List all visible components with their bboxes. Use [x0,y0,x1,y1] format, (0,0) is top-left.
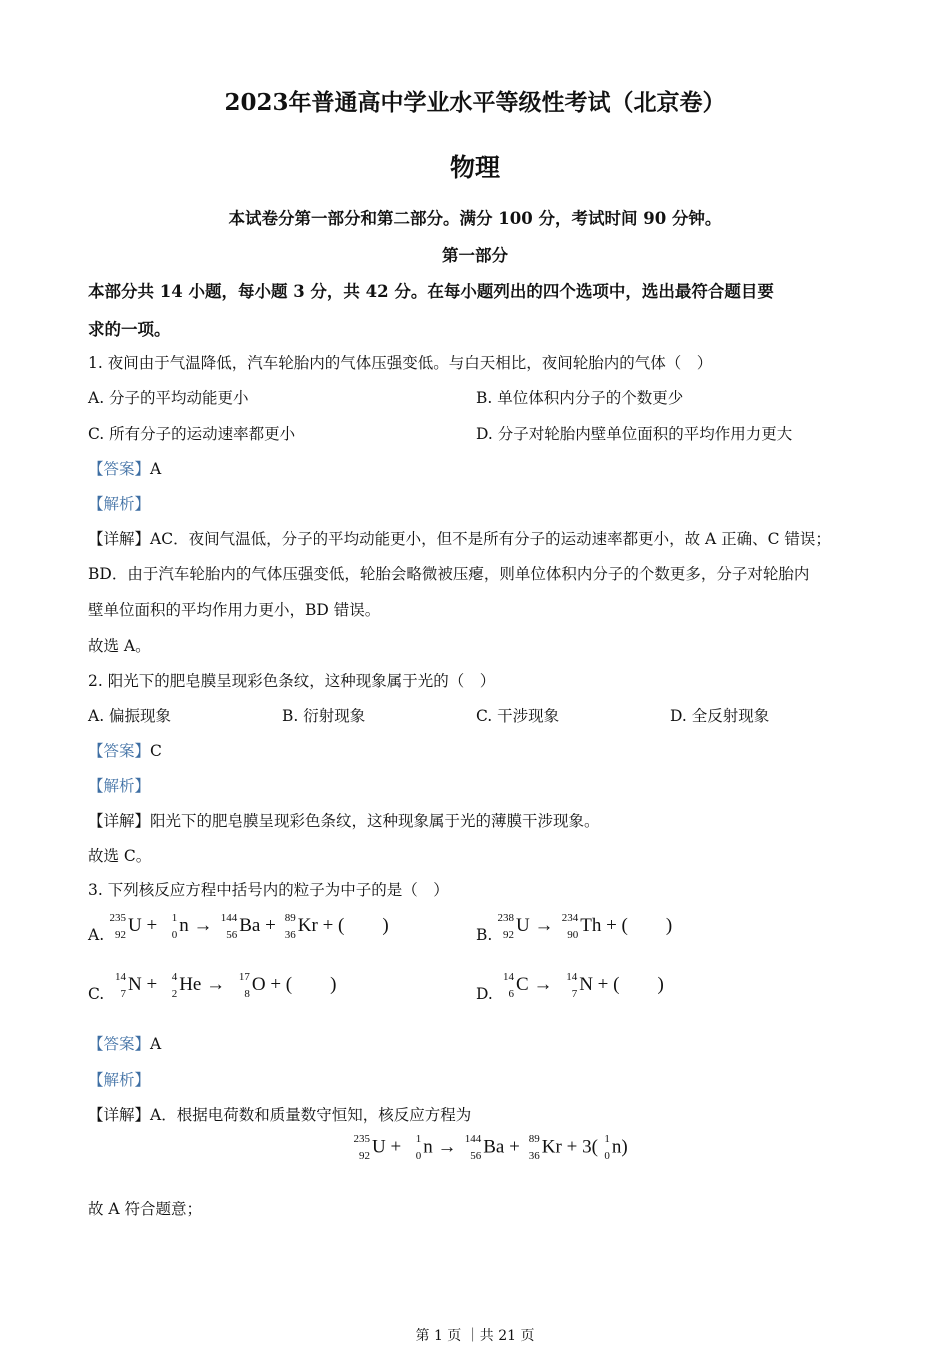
q3-answer: 【答案】A [88,1035,162,1053]
q3-stem: 3. 下列核反应方程中括号内的粒子为中子的是（ ） [88,881,449,899]
page-title: 2023年普通高中学业水平等级性考试（北京卷） [224,89,726,116]
subject-title: 物理 [449,153,500,182]
nuclide: 235 92 [109,911,126,941]
q1-conclusion: 故选 A。 [88,637,151,655]
q3-option-d-equation: 14 6 C → 14 7 N + ( ) [503,970,664,1000]
q3-option-c-equation: 14 7 N + 4 2 He → 17 8 O + ( ) [115,970,337,1000]
q2-option-b: B. 衍射现象 [282,707,366,725]
q1-answer-value: A [150,460,162,478]
q2-option-d: D. 全反射现象 [670,707,770,725]
q3-option-a-equation: 235 92 U + 1 0 n → 144 56 Ba + 89 36 Kr + ( ) [106,910,389,941]
q3-conclusion: 故 A 符合题意； [88,1200,203,1218]
q3-answer-value: A [150,1035,162,1053]
q2-answer-value: C [150,742,162,760]
instructions-line-2: 求的一项。 [88,320,171,339]
q3-detail: 【详解】A．根据电荷数和质量数守恒知，核反应方程为 [88,1106,472,1124]
q1-option-d: D. 分子对轮胎内壁单位面积的平均作用力更大 [476,425,793,443]
q1-answer [88,457,161,479]
q1-analysis-label: 【解析】 [88,495,151,513]
q2-option-c: C. 干涉现象 [476,707,560,725]
q1-detail-line-2: BD．由于汽车轮胎内的气体压强变低，轮胎会略微被压瘪，则单位体积内分子的个数更多，分子对轮胎内 [88,565,810,583]
detail-label: 【详解】 [88,530,151,548]
q2-answer: 【答案】C [88,742,162,760]
q2-analysis-label: 【解析】 [88,777,151,795]
q3-option-b-equation: 238 92 U → 234 90 Th + ( ) [497,911,673,941]
q3-option-d-letter: D. [476,985,493,1003]
answer-label: 【答案】 [88,460,151,478]
q3-option-b-letter: B. [476,926,493,944]
q2-option-a: A. 偏振现象 [88,707,172,725]
q1-stem: 1. 夜间由于气温降低，汽车轮胎内的气体压强变低。与白天相比，夜间轮胎内的气体（ ） [88,354,713,372]
q2-stem: 2. 阳光下的肥皂膜呈现彩色条纹，这种现象属于光的（ ） [88,672,496,690]
instructions-line-1: 本部分共 14 小题，每小题 3 分，共 42 分。在每小题列出的四个选项中，选出最符合题目要 [88,282,774,301]
q1-option-c: C. 所有分子的运动速率都更小 [88,425,296,443]
q1-detail-line-3: 壁单位面积的平均作用力更小，BD 错误。 [88,601,381,619]
q3-option-a-letter: A. [88,926,105,944]
q3-reaction-equation: 235 92 U + 1 0 n → 144 56 Ba + 89 36 Kr + 3( 1 0 n) [353,1133,628,1162]
q1-option-a: A. 分子的平均动能更小 [88,389,249,407]
part-heading: 第一部分 [442,246,508,265]
exam-intro: 本试卷分第一部分和第二部分。满分 100 分，考试时间 90 分钟。 [228,209,722,228]
q1-detail-line-1: 【详解】AC．夜间气温低，分子的平均动能更小，但不是所有分子的运动速率都更小，故 A 正确、C 错误； [88,530,831,548]
page-footer: 第 1 页 ｜共 21 页 [415,1328,535,1344]
q2-detail: 【详解】阳光下的肥皂膜呈现彩色条纹，这种现象属于光的薄膜干涉现象。 [88,812,600,830]
q1-option-b: B. 单位体积内分子的个数更少 [476,389,684,407]
q3-analysis-label: 【解析】 [88,1071,151,1089]
q3-option-c-letter: C. [88,985,105,1003]
q2-conclusion: 故选 C。 [88,847,152,865]
